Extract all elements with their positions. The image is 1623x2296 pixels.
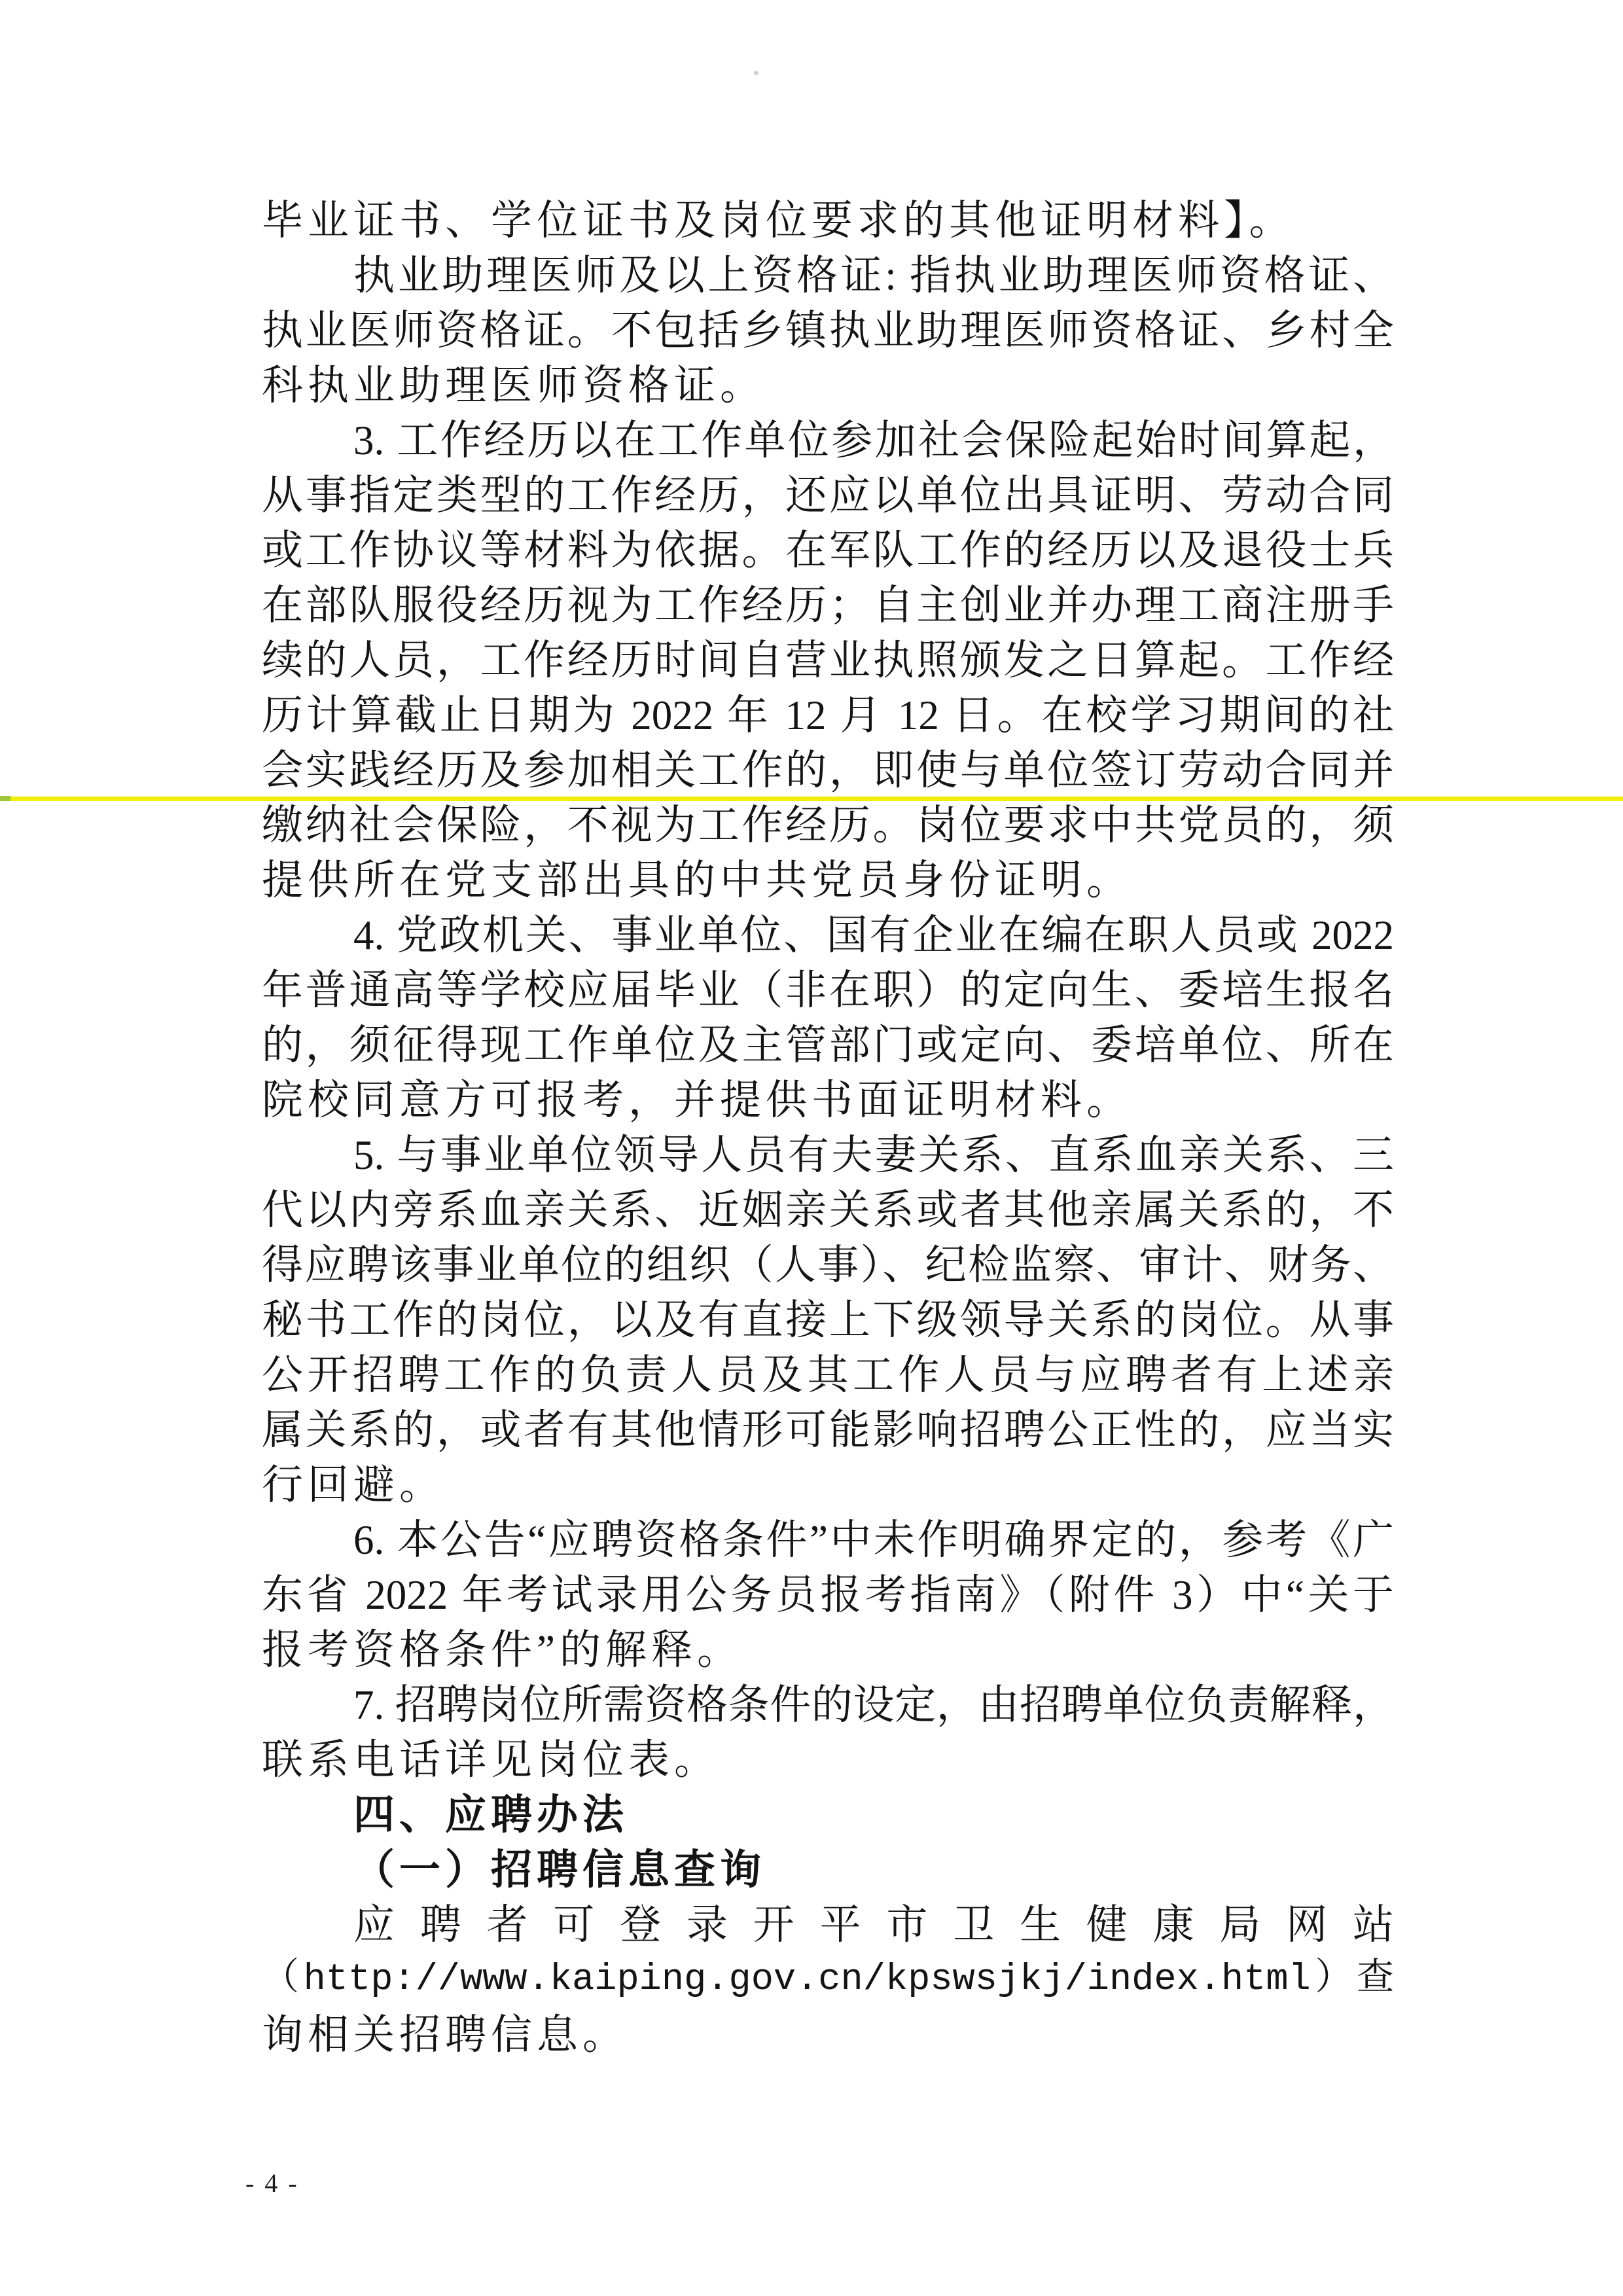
text-line: 的，须征得现工作单位及主管部门或定向、委培单位、所在 — [262, 1022, 1394, 1068]
text-line: 东省 2022 年考试录用公务员报考指南》（附件 3）中“关于 — [262, 1572, 1394, 1618]
text-line: 或工作协议等材料为依据。在军队工作的经历以及退役士兵 — [262, 528, 1394, 573]
item-4-start: 4. 党政机关、事业单位、国有企业在编在职人员或 2022 — [353, 912, 1394, 958]
text-line: 会实践经历及参加相关工作的，即使与单位签订劳动合同并 — [262, 747, 1394, 793]
section-heading-4: 四、应聘办法 — [353, 1792, 628, 1838]
item-6-start: 6. 本公告“应聘资格条件”中未作明确界定的，参考《广 — [353, 1517, 1394, 1563]
text-line: 院校同意方可报考，并提供书面证明材料。 — [262, 1077, 1132, 1123]
text-line: 应聘者可登录开平市卫生健康局网站 — [353, 1902, 1394, 1948]
text-line: 毕业证书、学位证书及岗位要求的其他证明材料】。 — [262, 198, 1295, 243]
item-5-start: 5. 与事业单位领导人员有夫妻关系、直系血亲关系、三 — [353, 1132, 1394, 1178]
page-number: - 4 - — [245, 2168, 299, 2198]
item-3-start: 3. 工作经历以在工作单位参加社会保险起始时间算起， — [353, 418, 1394, 463]
text-line: 科执业助理医师资格证。 — [262, 363, 766, 408]
text-line: 行回避。 — [262, 1462, 445, 1508]
website-url-line: （http://www.kaiping.gov.cn/kpswsjkj/index.html）查 — [262, 1959, 1394, 2001]
subsection-heading-4-1: （一）招聘信息查询 — [353, 1847, 766, 1893]
text-line: 从事指定类型的工作经历，还应以单位出具证明、劳动合同 — [262, 473, 1394, 518]
text-line: 提供所在党支部出具的中共党员身份证明。 — [262, 857, 1132, 903]
text-line: 公开招聘工作的负责人员及其工作人员与应聘者有上述亲 — [262, 1352, 1394, 1398]
text-line: 秘书工作的岗位，以及有直接上下级领导关系的岗位。从事 — [262, 1297, 1394, 1343]
text-line: 报考资格条件”的解释。 — [262, 1627, 743, 1673]
text-line: 代以内旁系血亲关系、近姻亲关系或者其他亲属关系的，不 — [262, 1187, 1394, 1233]
text-line: 年普通高等学校应届毕业（非在职）的定向生、委培生报名 — [262, 967, 1394, 1013]
text-line: 执业医师资格证。不包括乡镇执业助理医师资格证、乡村全 — [262, 308, 1394, 353]
text-line: 续的人员，工作经历时间自营业执照颁发之日算起。工作经 — [262, 637, 1394, 683]
text-line: 历计算截止日期为 2022 年 12 月 12 日。在校学习期间的社 — [262, 692, 1394, 738]
text-line: 得应聘该事业单位的组织（人事）、纪检监察、审计、财务、 — [262, 1242, 1394, 1288]
item-7-start: 7. 招聘岗位所需资格条件的设定，由招聘单位负责解释， — [353, 1682, 1394, 1728]
yellow-highlight-line-green-tip — [0, 796, 10, 801]
document-body — [262, 193, 1394, 2062]
text-line: 缴纳社会保险，不视为工作经历。岗位要求中共党员的，须 — [262, 802, 1394, 848]
text-line: 询相关招聘信息。 — [262, 2012, 628, 2058]
text-line: 联系电话详见岗位表。 — [262, 1737, 720, 1783]
text-line: 属关系的，或者有其他情形可能影响招聘公正性的，应当实 — [262, 1407, 1394, 1453]
scan-speck-artifact — [754, 71, 758, 75]
text-line: 在部队服役经历视为工作经历；自主创业并办理工商注册手 — [262, 583, 1394, 628]
text-line: 执业助理医师及以上资格证: 指执业助理医师资格证、 — [353, 253, 1394, 298]
